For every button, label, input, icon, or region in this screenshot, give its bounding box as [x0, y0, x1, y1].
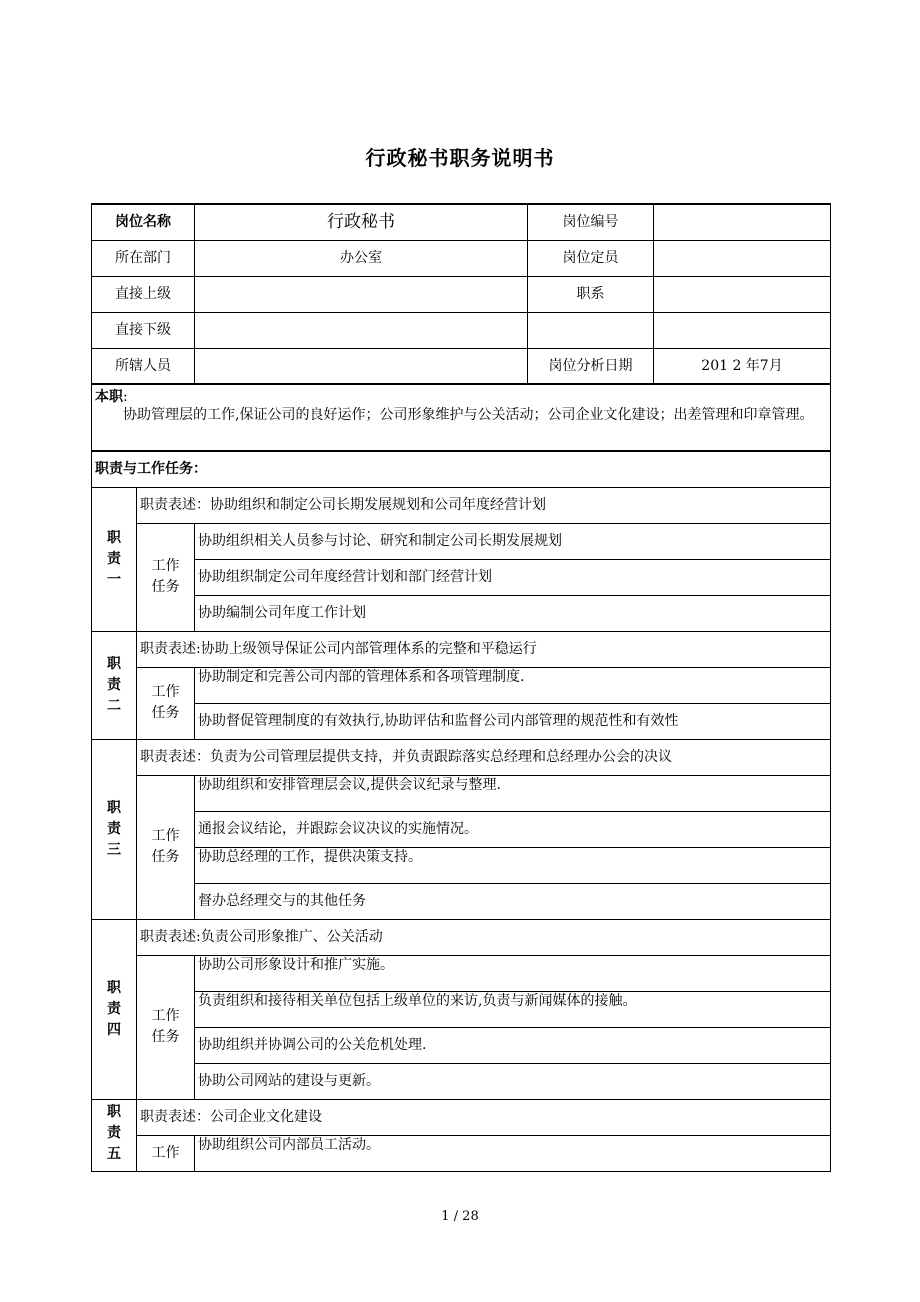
empty-cell: [528, 312, 654, 348]
row-duty-summary: [92, 384, 831, 451]
duty-4-task-row: [92, 991, 831, 1027]
duty-summary-text: 协助管理层的工作,保证公司的良好运作；公司形象维护与公关活动；公司企业文化建设；出差管理和印章管理。: [123, 407, 814, 423]
duty-3-task-1: 协助组织和安排管理层会议,提供会议纪录与整理.: [195, 775, 831, 811]
duty-3-task-row: [92, 847, 831, 883]
duty-4-statement-row: [92, 919, 831, 955]
value-series: [654, 276, 831, 312]
value-superior: [195, 276, 528, 312]
duty-3-task-label: 工作任务: [137, 775, 195, 919]
duty-4-label: 职责四: [92, 919, 137, 1099]
duty-3-task-row: [92, 811, 831, 847]
duty-5-statement: 职责表述：公司企业文化建设: [137, 1099, 831, 1135]
label-position-number: 岗位编号: [528, 204, 654, 240]
duty-3-label: 职责三: [92, 739, 137, 919]
value-analysis-date: 201 2 年7月: [654, 348, 831, 384]
label-series: 职系: [528, 276, 654, 312]
duty-2-task-row: [92, 703, 831, 739]
duty-5-task-row: [92, 1135, 831, 1171]
value-department: 办公室: [195, 240, 528, 276]
duty-1-statement: 职责表述：协助组织和制定公司长期发展规划和公司年度经营计划: [137, 487, 831, 523]
duty-1-label: 职责一: [92, 487, 137, 631]
row-position-name: [92, 204, 831, 240]
label-quota: 岗位定员: [528, 240, 654, 276]
duty-4-task-2: 负责组织和接待相关单位包括上级单位的来访,负责与新闻媒体的接触。: [195, 991, 831, 1027]
duty-2-statement: 职责表述:协助上级领导保证公司内部管理体系的完整和平稳运行: [137, 631, 831, 667]
duty-1-task-row: [92, 595, 831, 631]
row-subordinate: [92, 312, 831, 348]
duty-2-statement-row: [92, 631, 831, 667]
duty-1-task-row: [92, 523, 831, 559]
duty-2-label: 职责二: [92, 631, 137, 739]
duty-4-task-row: [92, 1027, 831, 1063]
duty-3-task-row: [92, 883, 831, 919]
duty-2-task-2: 协助督促管理制度的有效执行,协助评估和监督公司内部管理的规范性和有效性: [195, 703, 831, 739]
duty-3-task-4: 督办总经理交与的其他任务: [195, 883, 831, 919]
value-position-name: 行政秘书: [195, 204, 528, 240]
duty-2-task-1: 协助制定和完善公司内部的管理体系和各项管理制度.: [195, 667, 831, 703]
value-subordinate: [195, 312, 528, 348]
label-analysis-date: 岗位分析日期: [528, 348, 654, 384]
duty-3-task-3: 协助总经理的工作，提供决策支持。: [195, 847, 831, 883]
empty-cell: [654, 312, 831, 348]
label-department: 所在部门: [92, 240, 195, 276]
row-staff: [92, 348, 831, 384]
duty-1-task-3: 协助编制公司年度工作计划: [195, 595, 831, 631]
duty-summary-cell: [92, 384, 831, 451]
job-description-table: [91, 203, 831, 1172]
duty-summary-colon: :: [123, 389, 128, 405]
label-subordinate: 直接下级: [92, 312, 195, 348]
duty-4-task-row: [92, 1063, 831, 1099]
job-description-sheet: [91, 203, 830, 1172]
row-department: [92, 240, 831, 276]
duty-1-statement-row: [92, 487, 831, 523]
label-position-name: 岗位名称: [92, 204, 195, 240]
page-number: 1 / 28: [441, 1209, 479, 1224]
duty-1-task-label: 工作任务: [137, 523, 195, 631]
duty-5-task-1: 协助组织公司内部员工活动。: [195, 1135, 831, 1171]
value-position-number: [654, 204, 831, 240]
duty-4-task-3: 协助组织并协调公司的公关危机处理.: [195, 1027, 831, 1063]
duty-3-task-2: 通报会议结论，并跟踪会议决议的实施情况。: [195, 811, 831, 847]
duty-1-task-row: [92, 559, 831, 595]
duty-1-task-2: 协助组织制定公司年度经营计划和部门经营计划: [195, 559, 831, 595]
value-staff: [195, 348, 528, 384]
duty-3-statement-row: [92, 739, 831, 775]
duty-5-statement-row: [92, 1099, 831, 1135]
page-title: 行政秘书职务说明书: [365, 146, 555, 170]
row-superior: [92, 276, 831, 312]
row-tasks-heading: [92, 451, 831, 487]
duty-4-statement: 职责表述:负责公司形象推广、公关活动: [137, 919, 831, 955]
duty-summary-label: 本职: [95, 389, 123, 405]
tasks-heading: 职责与工作任务：: [92, 451, 831, 487]
duty-4-task-row: [92, 955, 831, 991]
duty-4-task-label: 工作任务: [137, 955, 195, 1099]
duty-4-task-4: 协助公司网站的建设与更新。: [195, 1063, 831, 1099]
duty-2-task-label: 工作任务: [137, 667, 195, 739]
duty-3-task-row: [92, 775, 831, 811]
duty-5-task-label: 工作: [137, 1135, 195, 1171]
label-staff: 所辖人员: [92, 348, 195, 384]
duty-4-task-1: 协助公司形象设计和推广实施。: [195, 955, 831, 991]
label-superior: 直接上级: [92, 276, 195, 312]
duty-3-statement: 职责表述：负责为公司管理层提供支持，并负责跟踪落实总经理和总经理办公会的决议: [137, 739, 831, 775]
duty-5-label: 职责五: [92, 1099, 137, 1171]
duty-1-task-1: 协助组织相关人员参与讨论、研究和制定公司长期发展规划: [195, 523, 831, 559]
value-quota: [654, 240, 831, 276]
duty-2-task-row: [92, 667, 831, 703]
